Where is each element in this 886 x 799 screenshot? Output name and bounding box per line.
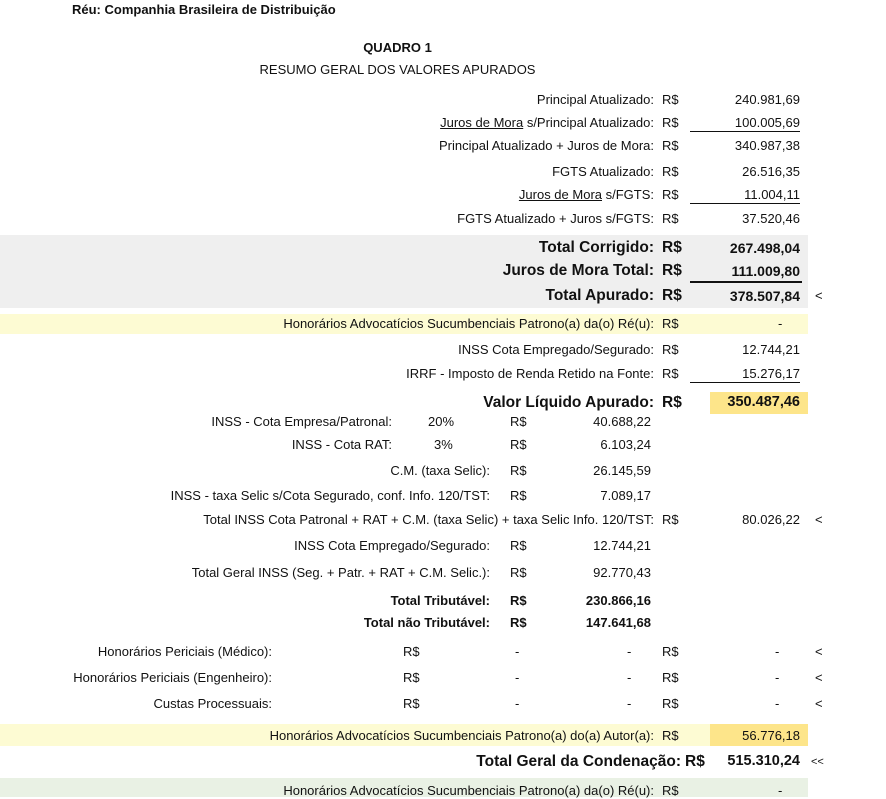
currency-honorarios-reu: R$ bbox=[662, 316, 679, 331]
currency-inss-emp-segurado: R$ bbox=[510, 538, 527, 553]
cost-label-custas: Custas Processuais: bbox=[153, 696, 272, 711]
juros-principal-underlined: Juros de Mora bbox=[440, 115, 524, 130]
principal-juros-label: Principal Atualizado + Juros de Mora: bbox=[439, 138, 654, 153]
currency-principal: R$ bbox=[662, 92, 679, 107]
principal-value: 240.981,69 bbox=[734, 92, 800, 107]
cost-dash1-engenheiro: - bbox=[515, 670, 520, 685]
inss-empresa-pct: 20% bbox=[428, 414, 455, 429]
currency-fgts: R$ bbox=[662, 164, 679, 179]
currency-principal-juros: R$ bbox=[662, 138, 679, 153]
total-nao-tributavel-label: Total não Tributável: bbox=[363, 615, 490, 630]
juros-fgts-underlined: Juros de Mora bbox=[518, 187, 602, 202]
total-apurado-value: 378.507,84 bbox=[729, 288, 800, 304]
marker-custas: < bbox=[815, 696, 823, 711]
currency-condenacao: R$ bbox=[685, 753, 705, 770]
cost-dash2-medico: - bbox=[627, 644, 632, 659]
honorarios-autor-value: 56.776,18 bbox=[742, 728, 800, 743]
juros-total-value: 111.009,80 bbox=[731, 263, 800, 279]
currency-corrigido: R$ bbox=[662, 239, 682, 256]
currency-irrf: R$ bbox=[662, 366, 679, 381]
cost-dash3-engenheiro: - bbox=[775, 670, 780, 685]
marker-medico: < bbox=[815, 644, 823, 659]
juros-principal-label bbox=[440, 115, 654, 131]
cost-dash1-medico: - bbox=[515, 644, 520, 659]
currency-juros-total: R$ bbox=[662, 262, 682, 279]
juros-principal-value: 100.005,69 bbox=[734, 115, 800, 130]
marker-apurado: < bbox=[815, 288, 823, 303]
total-inss-patronal-label: Total INSS Cota Patronal + RAT + C.M. (taxa Selic) + taxa Selic Info. 120/TST: bbox=[203, 512, 654, 527]
inss-empregado-label: INSS Cota Empregado/Segurado: bbox=[458, 342, 654, 357]
currency-inss-empregado: R$ bbox=[662, 342, 679, 357]
inss-empresa-label: INSS - Cota Empresa/Patronal: bbox=[211, 414, 392, 429]
total-tributavel-value: 230.866,16 bbox=[585, 593, 651, 608]
cost-dash2-custas: - bbox=[627, 696, 632, 711]
total-apurado-label: Total Apurado: bbox=[545, 287, 654, 304]
inss-empregado-value: 12.744,21 bbox=[742, 342, 800, 357]
inss-emp-segurado-value: 12.744,21 bbox=[593, 538, 651, 553]
currency-liquido: R$ bbox=[662, 394, 682, 411]
honorarios-autor-label: Honorários Advocatícios Sucumbenciais Patrono(a) do(a) Autor(a): bbox=[269, 728, 654, 743]
principal-juros-value: 340.987,38 bbox=[734, 138, 800, 153]
currency-honorarios-reu-bottom: R$ bbox=[662, 783, 679, 798]
irrf-underline bbox=[690, 382, 800, 383]
currency-tributavel: R$ bbox=[510, 593, 527, 608]
currency-apurado: R$ bbox=[662, 287, 682, 304]
inss-selic-segurado-value: 7.089,17 bbox=[600, 488, 651, 503]
cost-currency-custas: R$ bbox=[403, 696, 420, 711]
table-title: QUADRO 1 bbox=[363, 40, 432, 55]
inss-rat-label: INSS - Cota RAT: bbox=[291, 437, 392, 452]
juros-principal-rest: s/Principal Atualizado: bbox=[523, 115, 654, 130]
currency-honorarios-autor: R$ bbox=[662, 728, 679, 743]
marker-condenacao: << bbox=[811, 756, 824, 768]
cost-label-engenheiro: Honorários Periciais (Engenheiro): bbox=[73, 670, 272, 685]
total-geral-inss-label: Total Geral INSS (Seg. + Patr. + RAT + C.M. Selic.): bbox=[191, 565, 490, 580]
cost-dash3-medico: - bbox=[775, 644, 780, 659]
fgts-value: 26.516,35 bbox=[742, 164, 800, 179]
cm-selic-label: C.M. (taxa Selic): bbox=[390, 463, 490, 478]
juros-fgts-rest: s/FGTS: bbox=[602, 187, 654, 202]
inss-empresa-value: 40.688,22 bbox=[593, 414, 651, 429]
cost-currency2-medico: R$ bbox=[662, 644, 679, 659]
currency-inss-rat: R$ bbox=[510, 437, 527, 452]
principal-label: Principal Atualizado: bbox=[536, 92, 654, 107]
fgts-juros-value: 37.520,46 bbox=[742, 211, 800, 226]
inss-rat-value: 6.103,24 bbox=[600, 437, 651, 452]
defendant-line: Réu: Companhia Brasileira de Distribuição bbox=[72, 2, 336, 17]
currency-cm-selic: R$ bbox=[510, 463, 527, 478]
juros-total-label: Juros de Mora Total: bbox=[502, 262, 654, 279]
marker-engenheiro: < bbox=[815, 670, 823, 685]
total-inss-patronal-value: 80.026,22 bbox=[742, 512, 800, 527]
inss-rat-pct: 3% bbox=[434, 437, 453, 452]
total-geral-inss-value: 92.770,43 bbox=[593, 565, 651, 580]
total-condenacao-value: 515.310,24 bbox=[727, 753, 800, 769]
total-corrigido-value: 267.498,04 bbox=[729, 240, 800, 256]
total-tributavel-label: Total Tributável: bbox=[390, 593, 490, 608]
total-nao-tributavel-value: 147.641,68 bbox=[585, 615, 651, 630]
currency-juros-principal: R$ bbox=[662, 115, 679, 130]
juros-fgts-label bbox=[519, 187, 654, 203]
currency-inss-empresa: R$ bbox=[510, 414, 527, 429]
cost-currency2-engenheiro: R$ bbox=[662, 670, 679, 685]
currency-fgts-juros: R$ bbox=[662, 211, 679, 226]
inss-emp-segurado-label: INSS Cota Empregado/Segurado: bbox=[294, 538, 490, 553]
currency-nao-tributavel: R$ bbox=[510, 615, 527, 630]
juros-principal-underline bbox=[690, 131, 800, 132]
honorarios-reu-value: - bbox=[778, 316, 783, 331]
juros-fgts-underline bbox=[690, 203, 800, 204]
irrf-value: 15.276,17 bbox=[742, 366, 800, 381]
valor-liquido-label: Valor Líquido Apurado: bbox=[483, 394, 654, 411]
table-subtitle: RESUMO GERAL DOS VALORES APURADOS bbox=[259, 62, 536, 77]
cm-selic-value: 26.145,59 bbox=[593, 463, 651, 478]
cost-dash2-engenheiro: - bbox=[627, 670, 632, 685]
juros-total-underline bbox=[690, 281, 802, 283]
honorarios-reu-label: Honorários Advocatícios Sucumbenciais Patrono(a) da(o) Ré(u): bbox=[283, 316, 654, 331]
currency-total-inss-patronal: R$ bbox=[662, 512, 679, 527]
cost-label-medico: Honorários Periciais (Médico): bbox=[97, 644, 272, 659]
fgts-juros-label: FGTS Atualizado + Juros s/FGTS: bbox=[457, 211, 654, 226]
cost-currency-engenheiro: R$ bbox=[403, 670, 420, 685]
cost-dash3-custas: - bbox=[775, 696, 780, 711]
honorarios-reu-bottom-value: - bbox=[778, 783, 783, 798]
cost-dash1-custas: - bbox=[515, 696, 520, 711]
cost-currency2-custas: R$ bbox=[662, 696, 679, 711]
valor-liquido-value: 350.487,46 bbox=[727, 394, 800, 410]
totals-gray-band bbox=[0, 235, 808, 308]
inss-selic-segurado-label: INSS - taxa Selic s/Cota Segurado, conf. Info. 120/TST: bbox=[170, 488, 490, 503]
cost-currency-medico: R$ bbox=[403, 644, 420, 659]
juros-fgts-value: 11.004,11 bbox=[744, 187, 800, 202]
total-corrigido-label: Total Corrigido: bbox=[538, 239, 654, 256]
irrf-label: IRRF - Imposto de Renda Retido na Fonte: bbox=[406, 366, 654, 381]
currency-juros-fgts: R$ bbox=[662, 187, 679, 202]
honorarios-reu-bottom-label: Honorários Advocatícios Sucumbenciais Patrono(a) da(o) Ré(u): bbox=[283, 783, 654, 798]
marker-inss-patronal: < bbox=[815, 512, 823, 527]
currency-inss-selic-segurado: R$ bbox=[510, 488, 527, 503]
currency-total-geral-inss: R$ bbox=[510, 565, 527, 580]
total-condenacao-label: Total Geral da Condenação: bbox=[476, 753, 681, 770]
fgts-label: FGTS Atualizado: bbox=[552, 164, 654, 179]
